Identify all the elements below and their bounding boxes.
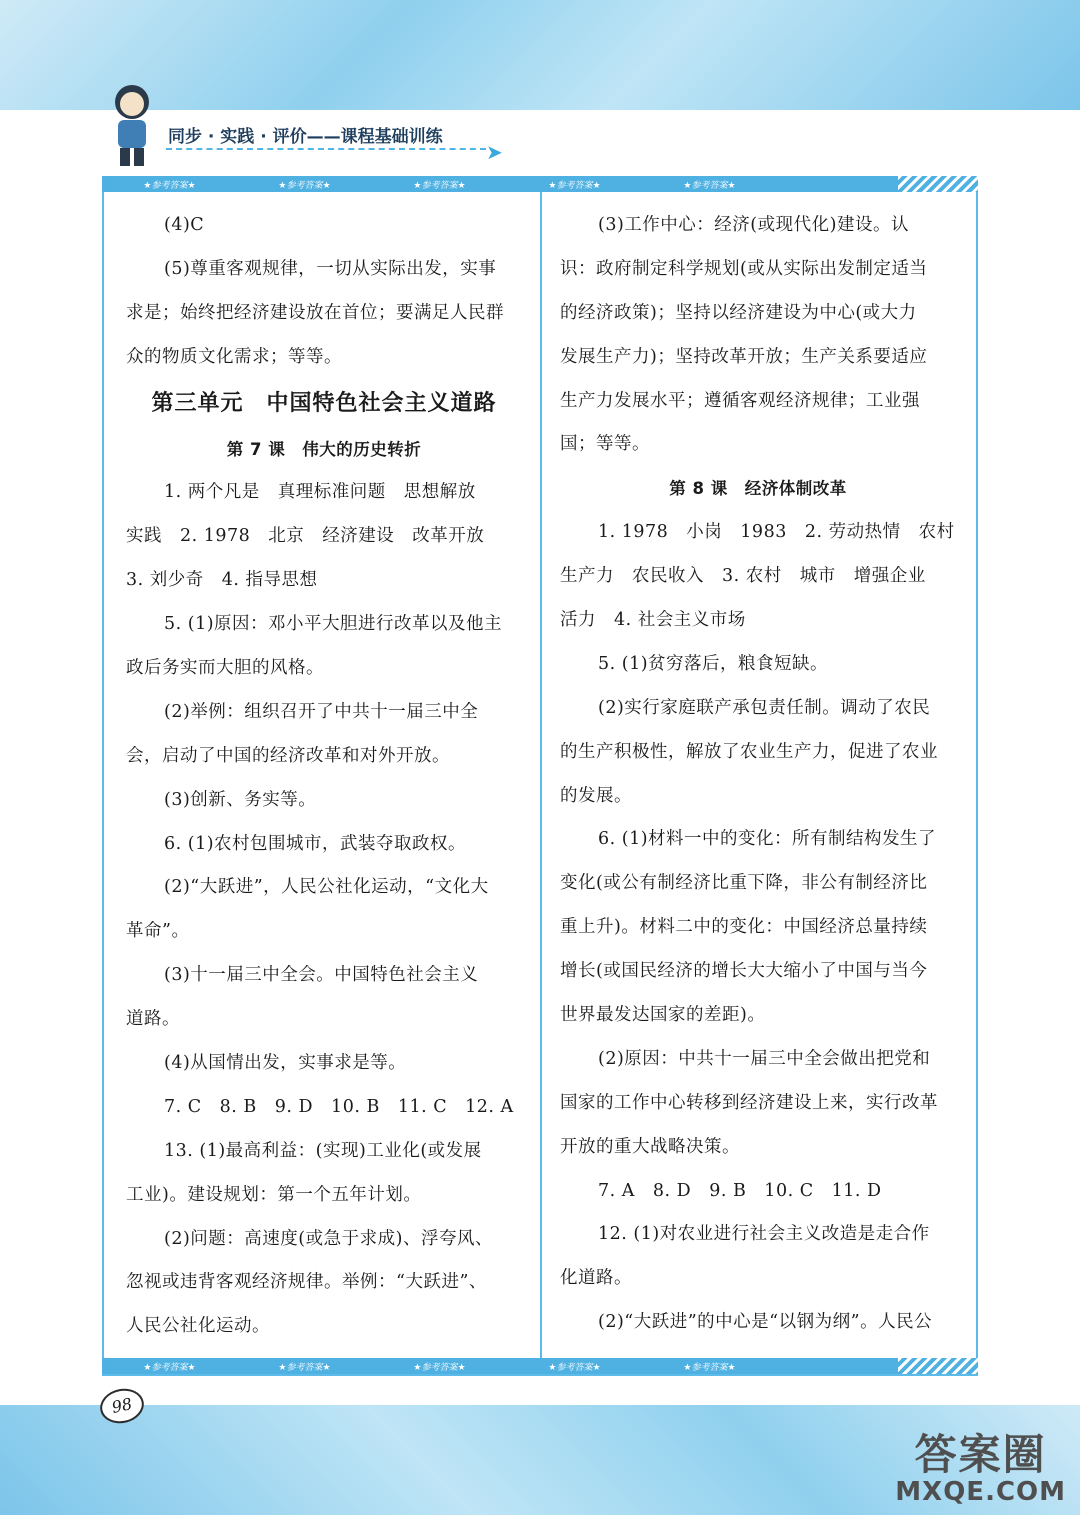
answer-line: 开放的重大战略决策。: [560, 1136, 740, 1157]
answer-line: (2)举例：组织召开了中共十一届三中全: [164, 701, 479, 722]
strip-label: ★参考答案★: [548, 1362, 601, 1373]
answer-line: 世界最发达国家的差距)。: [560, 1005, 766, 1026]
answer-line: 求是；始终把经济建设放在首位；要满足人民群: [126, 302, 504, 323]
strip-label: ★参考答案★: [278, 1362, 331, 1373]
watermark-logo: 答案圈: [914, 1430, 1047, 1479]
answer-line: 识：政府制定科学规划(或从实际出发制定适当: [560, 258, 928, 279]
answer-line: 生产力发展水平；遵循客观经济规律；工业强: [560, 390, 920, 411]
answer-line: 生产力 农民收入 3. 农村 城市 增强企业: [560, 566, 926, 587]
header-decoration: [0, 0, 1080, 110]
strip-label: ★参考答案★: [413, 1362, 466, 1373]
strip-hatch: [898, 1358, 978, 1374]
answer-line: 的生产积极性，解放了农业生产力，促进了农业: [560, 741, 938, 762]
answer-line: 忽视或违背客观经济规律。举例：“大跃进”、: [126, 1272, 487, 1293]
strip-hatch: [898, 176, 978, 192]
answer-line: 的经济政策)；坚持以经济建设为中心(或大力: [560, 302, 917, 323]
answer-line: 重上升)。材料二中的变化：中国经济总量持续: [560, 917, 928, 938]
answer-line: (3)十一届三中全会。中国特色社会主义: [164, 965, 479, 986]
answer-line: 增长(或国民经济的增长大大缩小了中国与当今: [560, 961, 928, 982]
answer-line: (2)实行家庭联产承包责任制。调动了农民: [598, 697, 931, 718]
answer-line: 3. 刘少奇 4. 指导思想: [126, 570, 318, 591]
answer-line: 活力 4. 社会主义市场: [560, 610, 746, 631]
strip-label: ★参考答案★: [548, 180, 601, 191]
answer-line: (4)从国情出发，实事求是等。: [164, 1053, 407, 1074]
answer-line: 化道路。: [560, 1268, 632, 1289]
column-divider: [540, 192, 542, 1358]
answer-line: 变化(或公有制经济比重下降，非公有制经济比: [560, 873, 928, 894]
answer-line: 5. (1)贫穷落后，粮食短缺。: [598, 653, 829, 674]
answer-line: 众的物质文化需求；等等。: [126, 346, 342, 367]
answer-line: (5)尊重客观规律，一切从实际出发，实事: [164, 258, 497, 279]
answer-line: 7. A 8. D 9. B 10. C 11. D: [598, 1180, 882, 1201]
site-watermark: [895, 1432, 1066, 1506]
answer-line: 人民公社化运动。: [126, 1316, 270, 1337]
answer-line: 实践 2. 1978 北京 经济建设 改革开放: [126, 526, 485, 547]
answer-line: (2)问题：高速度(或急于求成)、浮夸风、: [164, 1228, 493, 1249]
answer-line: 政后务实而大胆的风格。: [126, 658, 324, 679]
answer-strip-bottom: [102, 1358, 978, 1374]
answer-line: 7. C 8. B 9. D 10. B 11. C 12. A: [164, 1096, 514, 1117]
answer-line: (2)原因：中共十一届三中全会做出把党和: [598, 1048, 931, 1069]
answer-line: 1. 1978 小岗 1983 2. 劳动热情 农村: [598, 522, 955, 543]
answer-line: 5. (1)原因：邓小平大胆进行改革以及他主: [164, 614, 503, 635]
strip-label: ★参考答案★: [413, 180, 466, 191]
answer-line: 1. 两个凡是 真理标准问题 思想解放: [164, 482, 476, 503]
answer-line: 会，启动了中国的经济改革和对外开放。: [126, 745, 450, 766]
answer-line: (2)“大跃进”的中心是“以钢为纲”。人民公: [598, 1312, 933, 1333]
lesson-heading: 第 8 课 经济体制改革: [669, 479, 847, 499]
answer-line: (2)“大跃进”，人民公社化运动，“文化大: [164, 877, 489, 898]
strip-label: ★参考答案★: [683, 180, 736, 191]
strip-label: ★参考答案★: [143, 1362, 196, 1373]
strip-label: ★参考答案★: [278, 180, 331, 191]
answer-line: 国；等等。: [560, 434, 650, 455]
answer-strip-top: [102, 176, 978, 192]
arrow-icon: ➤: [486, 140, 503, 164]
header-dashed-line: [166, 148, 486, 150]
answer-line: 发展生产力)；坚持改革开放；生产关系要适应: [560, 346, 928, 367]
lesson-heading: 第 7 课 伟大的历史转折: [226, 439, 422, 459]
answer-line: 工业)。建设规划：第一个五年计划。: [126, 1184, 422, 1205]
mascot-icon: [104, 80, 160, 172]
unit-heading: 第三单元 中国特色社会主义道路: [151, 390, 497, 416]
answer-line: 革命”。: [126, 921, 190, 942]
strip-label: ★参考答案★: [143, 180, 196, 191]
answer-line: 13. (1)最高利益：(实现)工业化(或发展: [164, 1140, 482, 1161]
right-column: [560, 204, 956, 1345]
answer-line: (4)C: [164, 215, 205, 235]
answer-line: (3)工作中心：经济(或现代化)建设。认: [598, 215, 909, 235]
answer-line: (3)创新、务实等。: [164, 789, 317, 810]
answer-line: 的发展。: [560, 785, 632, 806]
answer-line: 6. (1)材料一中的变化：所有制结构发生了: [598, 829, 937, 850]
answer-line: 6. (1)农村包围城市，武装夺取政权。: [164, 833, 467, 854]
page-number: 98: [97, 1385, 147, 1427]
strip-label: ★参考答案★: [683, 1362, 736, 1373]
answer-line: 国家的工作中心转移到经济建设上来，实行改革: [560, 1092, 938, 1113]
answer-line: 12. (1)对农业进行社会主义改造是走合作: [598, 1224, 930, 1245]
watermark-site: MXQE.COM: [895, 1477, 1066, 1507]
left-column: [126, 204, 522, 1349]
answer-line: 道路。: [126, 1009, 180, 1030]
book-series-title: 同步 · 实践 · 评价——课程基础训练: [168, 127, 443, 147]
